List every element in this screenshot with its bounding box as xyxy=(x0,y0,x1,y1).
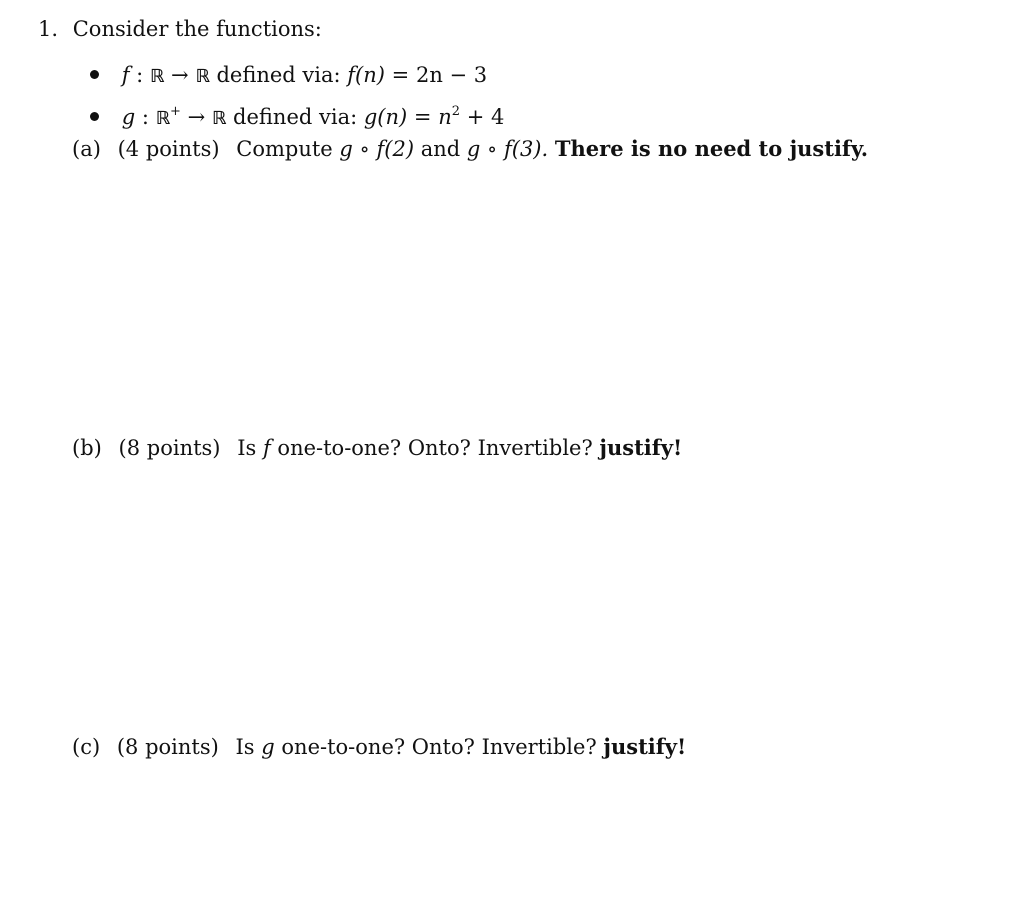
part-c-variable: g xyxy=(261,735,275,759)
codomain-reals: ℝ xyxy=(195,66,210,87)
question-intro: Consider the functions: xyxy=(72,17,322,41)
defined-via-text: defined via: xyxy=(216,63,341,87)
f-definition-lhs: f(n) xyxy=(347,63,385,87)
g-definition-lhs: g(n) xyxy=(363,105,408,129)
bullet-icon xyxy=(90,112,99,121)
g-definition-base: n xyxy=(438,105,452,129)
codomain-reals: ℝ xyxy=(211,108,227,129)
arrow-icon: → xyxy=(187,105,206,129)
question-heading xyxy=(38,16,322,42)
function-f-name: f xyxy=(121,63,130,87)
defined-via-text: defined via: xyxy=(233,105,358,129)
part-c-points: (8 points) xyxy=(116,735,219,759)
part-b-instruction: justify! xyxy=(599,435,683,460)
part-a-points: (4 points) xyxy=(117,137,220,161)
part-c-instruction: justify! xyxy=(603,734,687,759)
part-a-instruction: There is no need to justify. xyxy=(554,136,869,161)
domain-reals: ℝ xyxy=(149,66,165,87)
composition-g-f-3: g ∘ f(3). xyxy=(466,137,549,161)
bullet-icon xyxy=(90,70,99,79)
part-b-variable: f xyxy=(262,436,271,460)
part-b: (b) (8 points) Is f one-to-one? Onto? Invertible? justify! xyxy=(72,435,683,460)
domain-plus-superscript: + xyxy=(170,104,181,119)
f-definition-rhs: 2n − 3 xyxy=(415,63,488,87)
function-f-bullet: f : ℝ → ℝ defined via: f(n) = 2n − 3 xyxy=(90,62,487,90)
part-c: (c) (8 points) Is g one-to-one? Onto? Invertible? justify! xyxy=(72,734,687,759)
part-c-label: (c) xyxy=(72,735,101,759)
part-b-points: (8 points) xyxy=(118,436,221,460)
question-number: 1. xyxy=(38,17,59,41)
composition-g-f-2: g ∘ f(2) xyxy=(339,137,415,161)
g-definition-exponent: 2 xyxy=(451,104,461,119)
function-g-bullet: g : ℝ+ → ℝ defined via: $g(n) = n^2 + 4$ xyxy=(90,99,504,132)
function-g-name: g xyxy=(121,105,136,129)
part-a-label: (a) xyxy=(72,137,101,161)
domain-positive-reals: ℝ xyxy=(155,108,171,129)
part-a: (a) (4 points) Compute g ∘ f(2) and g ∘ f(3). There is no need to justify. xyxy=(72,136,869,161)
g-definition-tail: + 4 xyxy=(466,105,505,129)
arrow-icon: → xyxy=(171,63,189,87)
part-b-label: (b) xyxy=(72,436,102,460)
